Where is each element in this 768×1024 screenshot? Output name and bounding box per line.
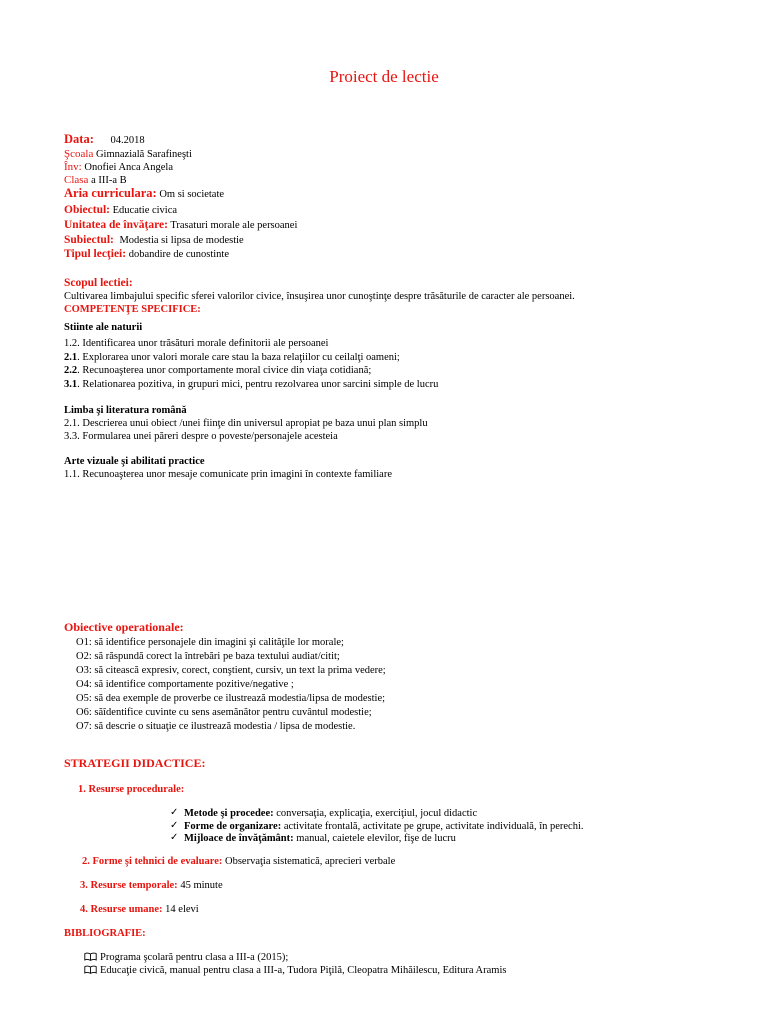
bibliography-item: Educaţie civică, manual pentru clasa a III-a, Tudora Piţilă, Cleopatra Mihăilescu, Editura Aramis bbox=[84, 964, 506, 977]
check-item: ✓ Mijloace de învăţământ: manual, caietele elevilor, fişe de lucru bbox=[170, 832, 456, 844]
competence-item: 3.1. Relationarea pozitiva, in grupuri mici, pentru rezolvarea unor sarcini simple de lucru bbox=[64, 379, 439, 390]
objective-item: O2: să răspundă corect la întrebări pe baza textului audiat/citit; bbox=[76, 651, 340, 662]
objective-item: O4: să identifice comportamente pozitive/negative ; bbox=[76, 679, 294, 690]
unitatea-label: Unitatea de învăţare: bbox=[64, 219, 168, 231]
check-icon: ✓ bbox=[170, 807, 179, 818]
scoala-label: Şcoala bbox=[64, 148, 94, 160]
scopul-text: Cultivarea limbajului specific sferei valorilor civice, însuşirea unor cunoştinţe despre trăsăturile de caracter ale persoanei. bbox=[64, 291, 575, 302]
competence-item: 2.1. Explorarea unor valori morale care stau la baza relaţiilor cu ceilalţi oameni; bbox=[64, 352, 400, 363]
aria-line bbox=[64, 186, 224, 202]
inv-label: Înv: bbox=[64, 161, 82, 173]
check-icon: ✓ bbox=[170, 820, 179, 831]
resurse-procedurale-label: 1. Resurse procedurale: bbox=[78, 784, 185, 795]
obiectul-label: Obiectul: bbox=[64, 204, 110, 216]
obiective-heading: Obiective operationale: bbox=[64, 620, 184, 634]
strategii-heading: STRATEGII DIDACTICE: bbox=[64, 756, 206, 770]
data-label: Data: bbox=[64, 132, 94, 146]
obiectul-value: Educatie civica bbox=[112, 205, 178, 216]
group-title-stiinte: Stiinte ale naturii bbox=[64, 322, 143, 333]
competente-heading: COMPETENŢE SPECIFICE: bbox=[64, 304, 201, 315]
forme-evaluare: 2. Forme şi tehnici de evaluare: Observaţia sistematică, aprecieri verbale bbox=[82, 856, 396, 867]
book-icon bbox=[84, 952, 97, 961]
bibliografie-heading: BIBLIOGRAFIE: bbox=[64, 928, 146, 939]
objective-item: O6: săîdentifice cuvinte cu sens asemănător pentru cuvântul modestie; bbox=[76, 707, 372, 718]
competence-item: 2.2. Recunoaşterea unor comportamente moral civice din viaţa cotidiană; bbox=[64, 365, 372, 376]
data-line bbox=[64, 132, 145, 148]
resurse-procedurale bbox=[78, 783, 184, 796]
inv-line bbox=[64, 161, 173, 175]
scoala-line bbox=[64, 148, 192, 162]
competence-item: 1.1. Recunoaşterea unor mesaje comunicate prin imagini în contexte familiare bbox=[64, 469, 393, 480]
scopul-heading: Scopul lectiei: bbox=[64, 277, 133, 289]
aria-label: Aria curriculara: bbox=[64, 186, 157, 200]
unitatea-line bbox=[64, 218, 297, 232]
tipul-line bbox=[64, 247, 229, 261]
unitatea-value: Trasaturi morale ale persoanei bbox=[170, 220, 298, 231]
objective-item: O1: să identifice personajele din imagini şi calităţile lor morale; bbox=[76, 637, 344, 648]
data-value: 04.2018 bbox=[110, 135, 145, 146]
check-item: ✓ Metode şi procedee: conversaţia, explicaţia, exerciţiul, jocul didactic bbox=[170, 807, 478, 819]
group-title-limba: Limba şi literatura română bbox=[64, 405, 187, 416]
inv-value: Onofiei Anca Angela bbox=[84, 162, 173, 173]
book-icon bbox=[84, 965, 97, 974]
resurse-umane: 4. Resurse umane: 14 elevi bbox=[80, 904, 199, 915]
competence-item: 3.3. Formularea unei păreri despre o poveste/personajele acesteia bbox=[64, 431, 338, 442]
scoala-value: Gimnazială Sarafineşti bbox=[95, 149, 192, 160]
tipul-label: Tipul lecţiei: bbox=[64, 248, 127, 260]
aria-value: Om si societate bbox=[159, 189, 225, 200]
obiectul-line bbox=[64, 203, 177, 217]
clasa-value: a III-a B bbox=[91, 175, 127, 186]
bibliography-item: Programa şcolară pentru clasa a III-a (2015); bbox=[84, 951, 288, 964]
group-title-arte: Arte vizuale şi abilitati practice bbox=[64, 456, 205, 467]
tipul-value: dobandire de cunostinte bbox=[128, 249, 230, 260]
competence-item: 1.2. Identificarea unor trăsături morale definitorii ale persoanei bbox=[64, 338, 329, 349]
competence-item: 2.1. Descrierea unui obiect /unei fiinţe din universul apropiat pe baza unui plan simplu bbox=[64, 418, 428, 429]
objective-item: O5: să dea exemple de proverbe ce ilustrează modestia/lipsa de modestie; bbox=[76, 693, 386, 704]
clasa-label: Clasa bbox=[64, 174, 89, 186]
resurse-temporale: 3. Resurse temporale: 45 minute bbox=[80, 880, 223, 891]
check-icon: ✓ bbox=[170, 832, 179, 843]
subiectul-value: Modestia si lipsa de modestie bbox=[119, 235, 244, 246]
check-item: ✓ Forme de organizare: activitate frontală, activitate pe grupe, activitate individuală, în perechi. bbox=[170, 820, 584, 832]
subiectul-label: Subiectul: bbox=[64, 234, 114, 246]
page-title: Proiect de lectie bbox=[329, 67, 439, 86]
objective-item: O3: să citească expresiv, corect, conştient, cursiv, un text la prima vedere; bbox=[76, 665, 386, 676]
objective-item: O7: să descrie o situaţie ce ilustrează modestia / lipsa de modestie. bbox=[76, 721, 356, 732]
subiectul-line bbox=[64, 233, 244, 247]
